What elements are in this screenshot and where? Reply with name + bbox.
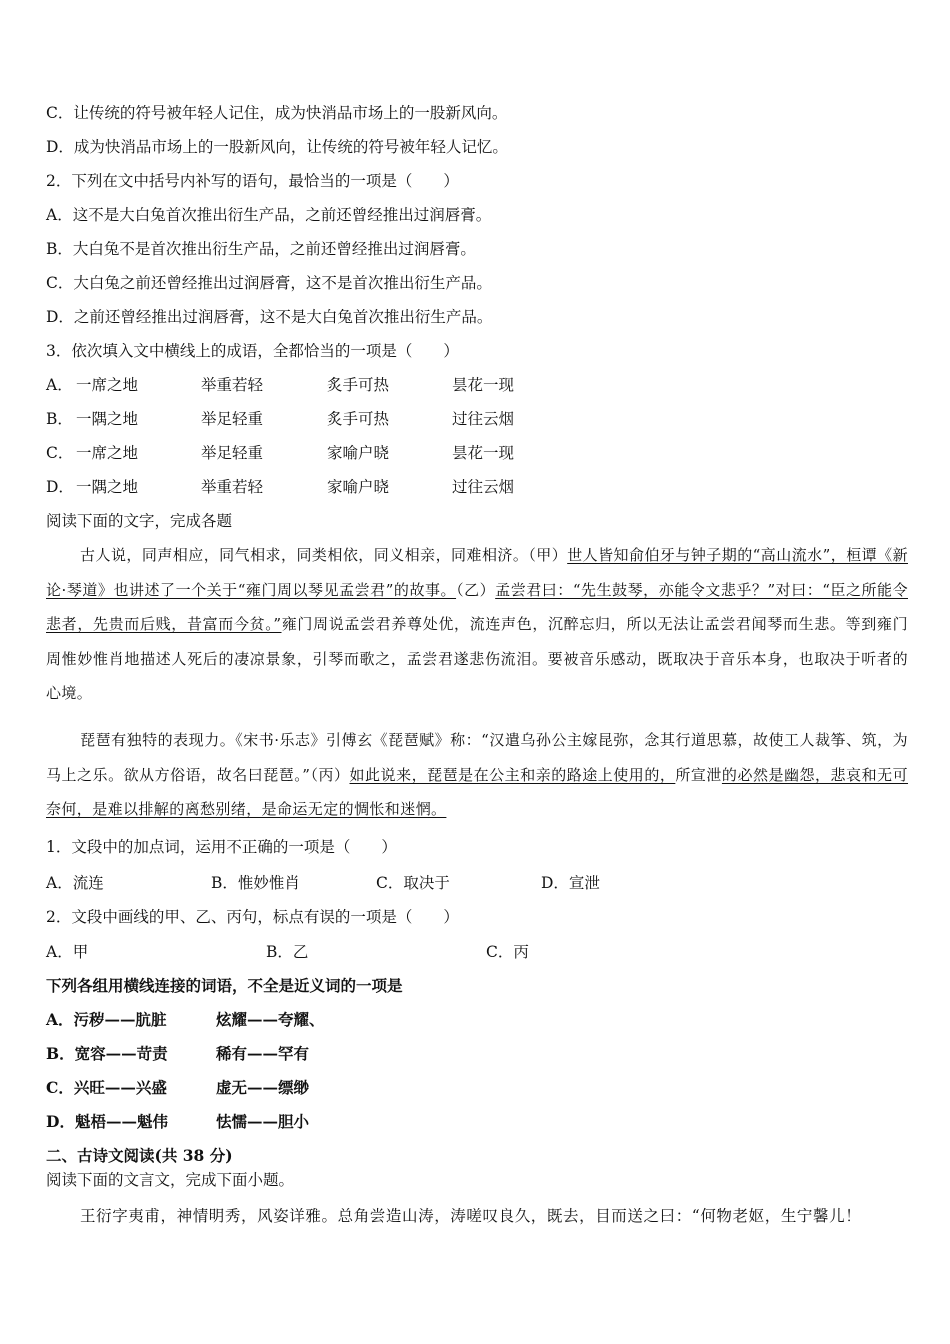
q2-option-a: A．这不是大白兔首次推出衍生产品，之前还曾经推出过润唇膏。 [46,206,492,224]
synonym-option-d: D．魁梧——魁伟 怯懦——胆小 [46,1112,310,1131]
q2-option-c: C．大白兔之前还曾经推出过润唇膏，这不是首次推出衍生产品。 [46,274,492,292]
q1-option-c: C．让传统的符号被年轻人记住，成为快消品市场上的一股新风向。 [46,104,508,122]
passage-q2-stem: 2．文段中画线的甲、乙、丙句，标点有误的一项是（ ） [46,908,459,926]
classical-text: 王衍字夷甫，神情明秀，风姿详雅。总角尝造山涛，涛嗟叹良久，既去，目而送之曰：“何物老妪，生宁馨儿！ [80,1207,862,1225]
synonym-question-stem: 下列各组用横线连接的词语，不全是近义词的一项是 [46,976,403,995]
q3-option-c: C． 一席之地 举足轻重 家喻户晓 昙花一现 [46,444,515,462]
passage-q2-options: A．甲 B．乙 C．丙 [46,943,529,961]
q3-option-a: A． 一席之地 举重若轻 炙手可热 昙花一现 [46,376,515,394]
passage-paragraph-2: 琵琶有独特的表现力。《宋书·乐志》引傅玄《琵琶赋》称：“汉遣乌孙公主嫁昆弥，念其行道思慕，故使工人裁筝、筑，为马上之乐。欲从方俗语，故名曰琵琶。”（丙）如此说来，琵琶是在公主和亲的路途上使用的，所宣泄的必然是幽怨，悲哀和无可奈何，是难以排解的离愁别绪，是命运无定的惆怅和迷惘。 [46,731,909,818]
q3-stem: 3．依次填入文中横线上的成语，全都恰当的一项是（ ） [46,342,459,360]
q2-option-d: D．之前还曾经推出过润唇膏，这不是大白兔首次推出衍生产品。 [46,308,493,326]
q2-option-b: B．大白兔不是首次推出衍生产品，之前还曾经推出过润唇膏。 [46,240,476,258]
passage-q1-options: A．流连 B．惟妙惟肖 C．取决于 D．宣泄 [46,874,600,892]
q3-option-d: D． 一隅之地 举重若轻 家喻户晓 过往云烟 [46,478,515,496]
synonym-option-a: A．污秽——肮脏 炫耀——夸耀、 [46,1010,325,1029]
synonym-option-c: C．兴旺——兴盛 虚无——缥缈 [46,1078,310,1097]
q3-option-b: B． 一隅之地 举足轻重 炙手可热 过往云烟 [46,410,515,428]
section-2-title: 二、古诗文阅读(共 38 分) [46,1146,233,1165]
passage-q1-stem: 1．文段中的加点词，运用不正确的一项是（ ） [46,838,397,856]
reading-intro: 阅读下面的文字，完成各题 [46,512,233,530]
q2-stem: 2．下列在文中括号内补写的语句，最恰当的一项是（ ） [46,172,459,190]
section-2-intro: 阅读下面的文言文，完成下面小题。 [46,1171,295,1189]
q1-option-d: D．成为快消品市场上的一股新风向，让传统的符号被年轻人记忆。 [46,138,508,156]
passage-paragraph-1: 古人说，同声相应，同气相求，同类相依，同义相亲，同难相济。（甲）世人皆知俞伯牙与钟子期的“高山流水”，桓谭《新论·琴道》也讲述了一个关于“雍门周以琴见孟尝君”的故事。（乙）孟尝君曰：“先生鼓琴，亦能令文悲乎？”对曰：“臣之所能令悲者，先贵而后贱，昔富而今贫。”雍门周说孟尝君养尊处优，流连声色，沉醉忘归，所以无法让孟尝君闻琴而生悲。等到雍门周惟妙惟肖地描述人死后的凄凉景象，引琴而歌之，孟尝君遂悲伤流泪。要被音乐感动，既取决于音乐本身，也取决于听者的心境。 [46,546,908,702]
synonym-option-b: B．宽容——苛责 稀有——罕有 [46,1044,310,1063]
